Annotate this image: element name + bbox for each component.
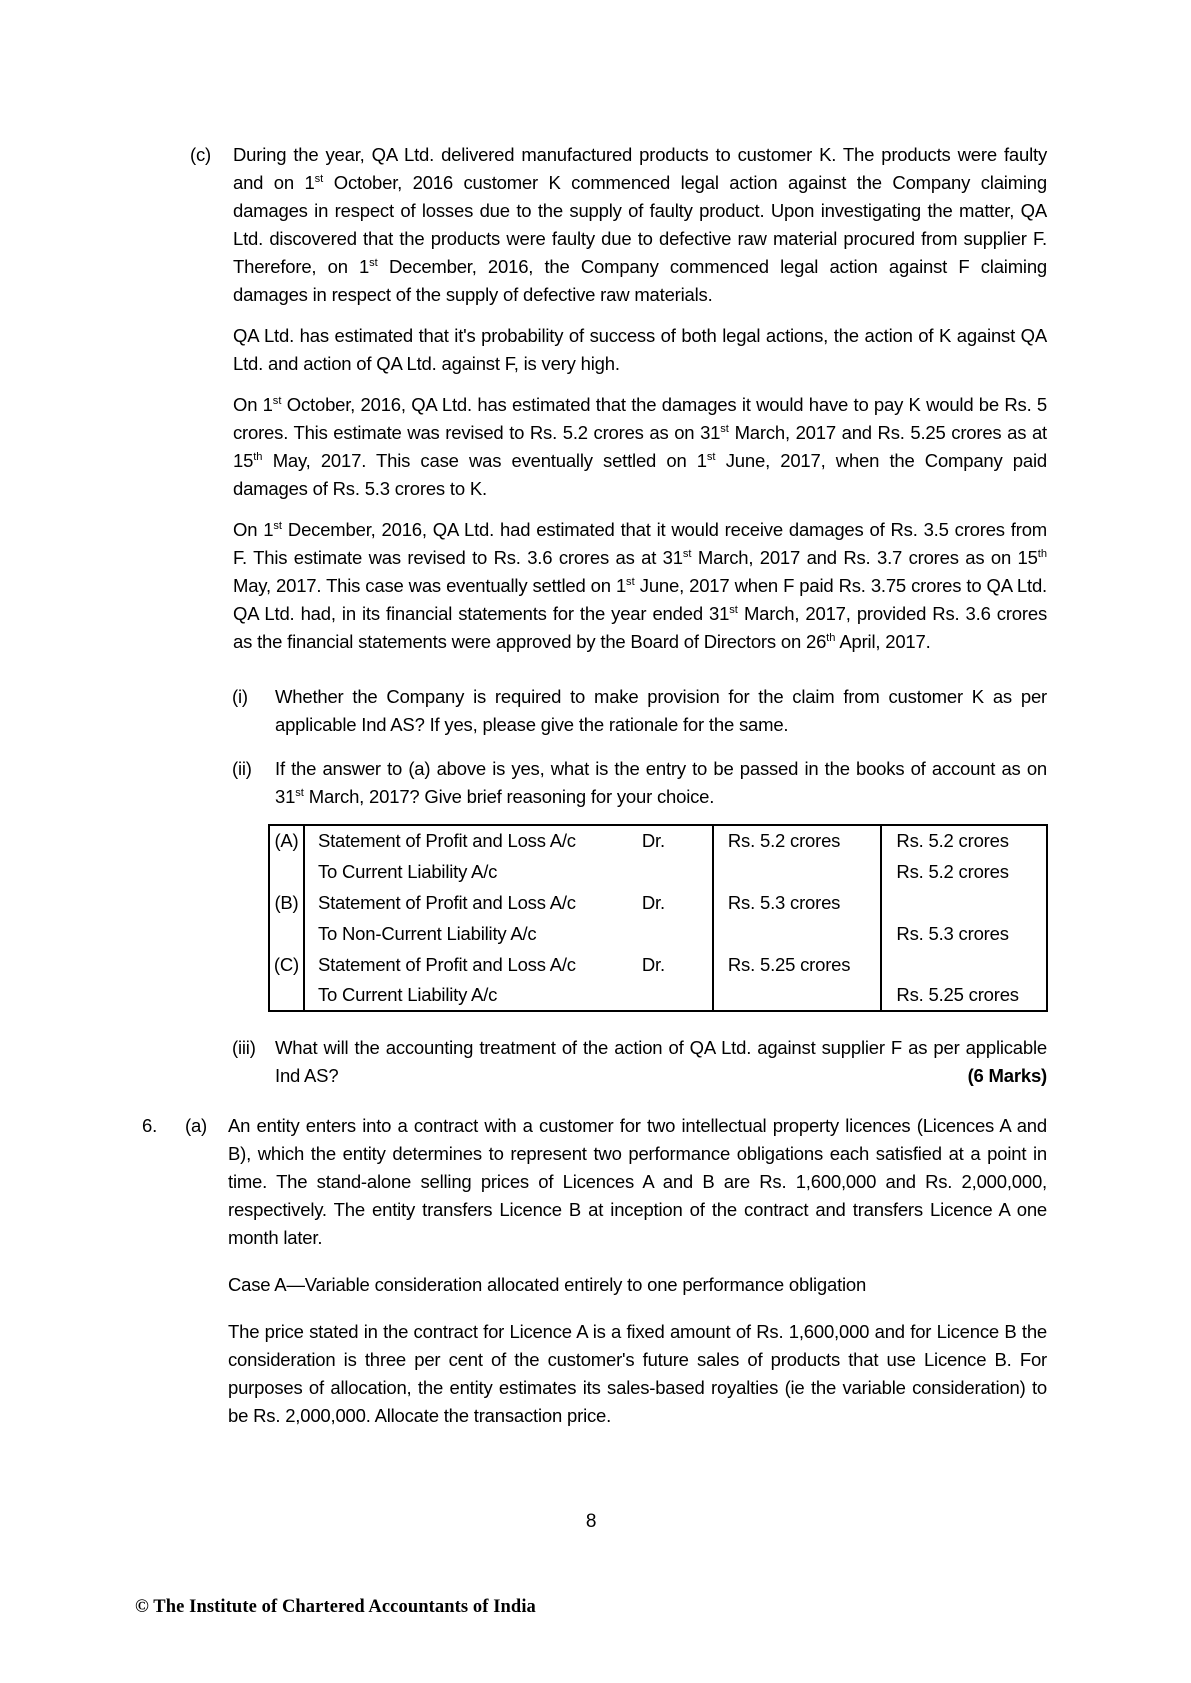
dr-indicator: Dr. [641, 891, 665, 913]
table-row [269, 980, 1047, 1011]
account-cell [304, 949, 713, 980]
paragraph-4: On 1st December, 2016, QA Ltd. had estimated that it would receive damages of Rs. 3.5 crores from F. This estimate was revised to Rs. 3.6 crores as at 31st March, 2017 and Rs. 3.7 crores as on 15th May, 2017. This case was eventually settled on 1st June, 2017 when F paid Rs. 3.75 crores to QA Ltd. QA Ltd. had, in its financial statements for the year ended 31st March, 2017, provided Rs. 3.6 crores as the financial statements were approved by the Board of Directors on 26th April, 2017. [233, 519, 1047, 652]
option-label [269, 918, 304, 949]
account-name: Statement of Profit and Loss A/c [317, 830, 576, 851]
credit-amount: Rs. 5.3 crores [881, 918, 1047, 949]
debit-amount: Rs. 5.2 crores [713, 825, 882, 856]
credit-amount: Rs. 5.2 crores [881, 856, 1047, 887]
question-6a-label: (a) [185, 1115, 208, 1136]
option-label: (B) [274, 891, 299, 913]
paragraph-1: During the year, QA Ltd. delivered manufactured products to customer K. The products were faulty and on 1st October, 2016 customer K commenced legal action against the Company claiming damages in respect of losses due to the supply of faulty product. Upon investigating the matter, QA Ltd. discovered that the products were faulty due to defective raw material procured from supplier F. Therefore, on 1st December, 2016, the Company commenced legal action against F claiming damages in respect of the supply of defective raw materials. [233, 144, 1047, 305]
option-label: (C) [273, 953, 300, 975]
account-cell [304, 887, 713, 918]
page-number: 8 [585, 1511, 597, 1532]
copyright-footer: © The Institute of Chartered Accountants of India [135, 1597, 536, 1617]
table-row [269, 825, 1047, 856]
subquestion-iii-label: (iii) [232, 1037, 256, 1058]
question-6-number: 6. [142, 1115, 158, 1136]
table-row [269, 918, 1047, 949]
subquestion-iii-text: What will the accounting treatment of the action of QA Ltd. against supplier F as per applicable Ind AS? [275, 1037, 1047, 1086]
question-6a-body [228, 1112, 1047, 1430]
account-cell [304, 980, 713, 1011]
subquestion-iii-body [275, 1034, 1047, 1090]
subquestion-i-text: Whether the Company is required to make provision for the claim from customer K as per applicable Ind AS? If yes, please give the rationale for the same. [275, 686, 1047, 735]
option-label: (A) [274, 830, 299, 851]
paragraph-3: On 1st October, 2016, QA Ltd. has estimated that the damages it would have to pay K would be Rs. 5 crores. This estimate was revised to Rs. 5.2 crores as on 31st March, 2017 and Rs. 5.25 crores as at 15th May, 2017. This case was eventually settled on 1st June, 2017, when the Company paid damages of Rs. 5.3 crores to K. [233, 394, 1047, 499]
option-label [269, 980, 304, 1011]
question-6a [135, 1112, 1047, 1430]
credit-amount [881, 949, 1047, 980]
question-5c-label: (c) [190, 144, 211, 165]
credit-amount: Rs. 5.25 crores [881, 980, 1047, 1011]
account-name: To Non-Current Liability A/c [317, 922, 537, 944]
table-row [269, 949, 1047, 980]
debit-amount [713, 856, 882, 887]
debit-amount: Rs. 5.3 crores [713, 887, 882, 918]
subquestion-ii-text: If the answer to (a) above is yes, what is the entry to be passed in the books of account as on 31st March, 2017? Give brief reasoning for your choice. [275, 758, 1047, 807]
credit-amount: Rs. 5.2 crores [881, 825, 1047, 856]
account-name: To Current Liability A/c [317, 860, 498, 882]
table-row [269, 887, 1047, 918]
subquestion-ii-label: (ii) [232, 758, 252, 779]
journal-entry-table [268, 824, 1048, 1012]
credit-amount [881, 887, 1047, 918]
account-cell [304, 856, 713, 887]
debit-amount [713, 918, 882, 949]
account-cell [304, 918, 713, 949]
account-name: To Current Liability A/c [317, 984, 498, 1005]
subquestion-i-label: (i) [232, 686, 248, 707]
paragraph-q6a-2: The price stated in the contract for Licence A is a fixed amount of Rs. 1,600,000 and for Licence B the consideration is three per cent of the customer's future sales of products that use Licence B. For purposes of allocation, the entity estimates its sales-based royalties (ie the variable consideration) to be Rs. 2,000,000. Allocate the transaction price. [228, 1321, 1047, 1426]
subquestion-iii [232, 1034, 1047, 1090]
account-name: Statement of Profit and Loss A/c [317, 953, 576, 975]
debit-amount [713, 980, 882, 1011]
page-content [135, 141, 1047, 1430]
question-5c-body [233, 141, 1047, 656]
account-cell [304, 825, 713, 856]
dr-indicator: Dr. [641, 953, 665, 975]
subquestion-i [232, 683, 1047, 739]
dr-indicator: Dr. [641, 830, 665, 851]
option-label [269, 856, 304, 887]
paragraph-2: QA Ltd. has estimated that it's probability of success of both legal actions, the action of K against QA Ltd. and action of QA Ltd. against F, is very high. [233, 325, 1047, 374]
marks-badge: (6 Marks) [967, 1065, 1047, 1086]
subquestion-ii [232, 755, 1047, 811]
debit-amount: Rs. 5.25 crores [713, 949, 882, 980]
paragraph-q6a-1: An entity enters into a contract with a customer for two intellectual property licences (Licences A and B), which the entity determines to represent two performance obligations each satisfied at a point in time. The stand-alone selling prices of Licences A and B are Rs. 1,600,000 and Rs. 2,000,000, respectively. The entity transfers Licence B at inception of the contract and transfers Licence A one month later. [228, 1115, 1047, 1248]
case-a-heading: Case A—Variable consideration allocated entirely to one performance obligation [228, 1274, 867, 1295]
question-5c [190, 141, 1047, 656]
account-name: Statement of Profit and Loss A/c [317, 891, 576, 913]
table-row [269, 856, 1047, 887]
